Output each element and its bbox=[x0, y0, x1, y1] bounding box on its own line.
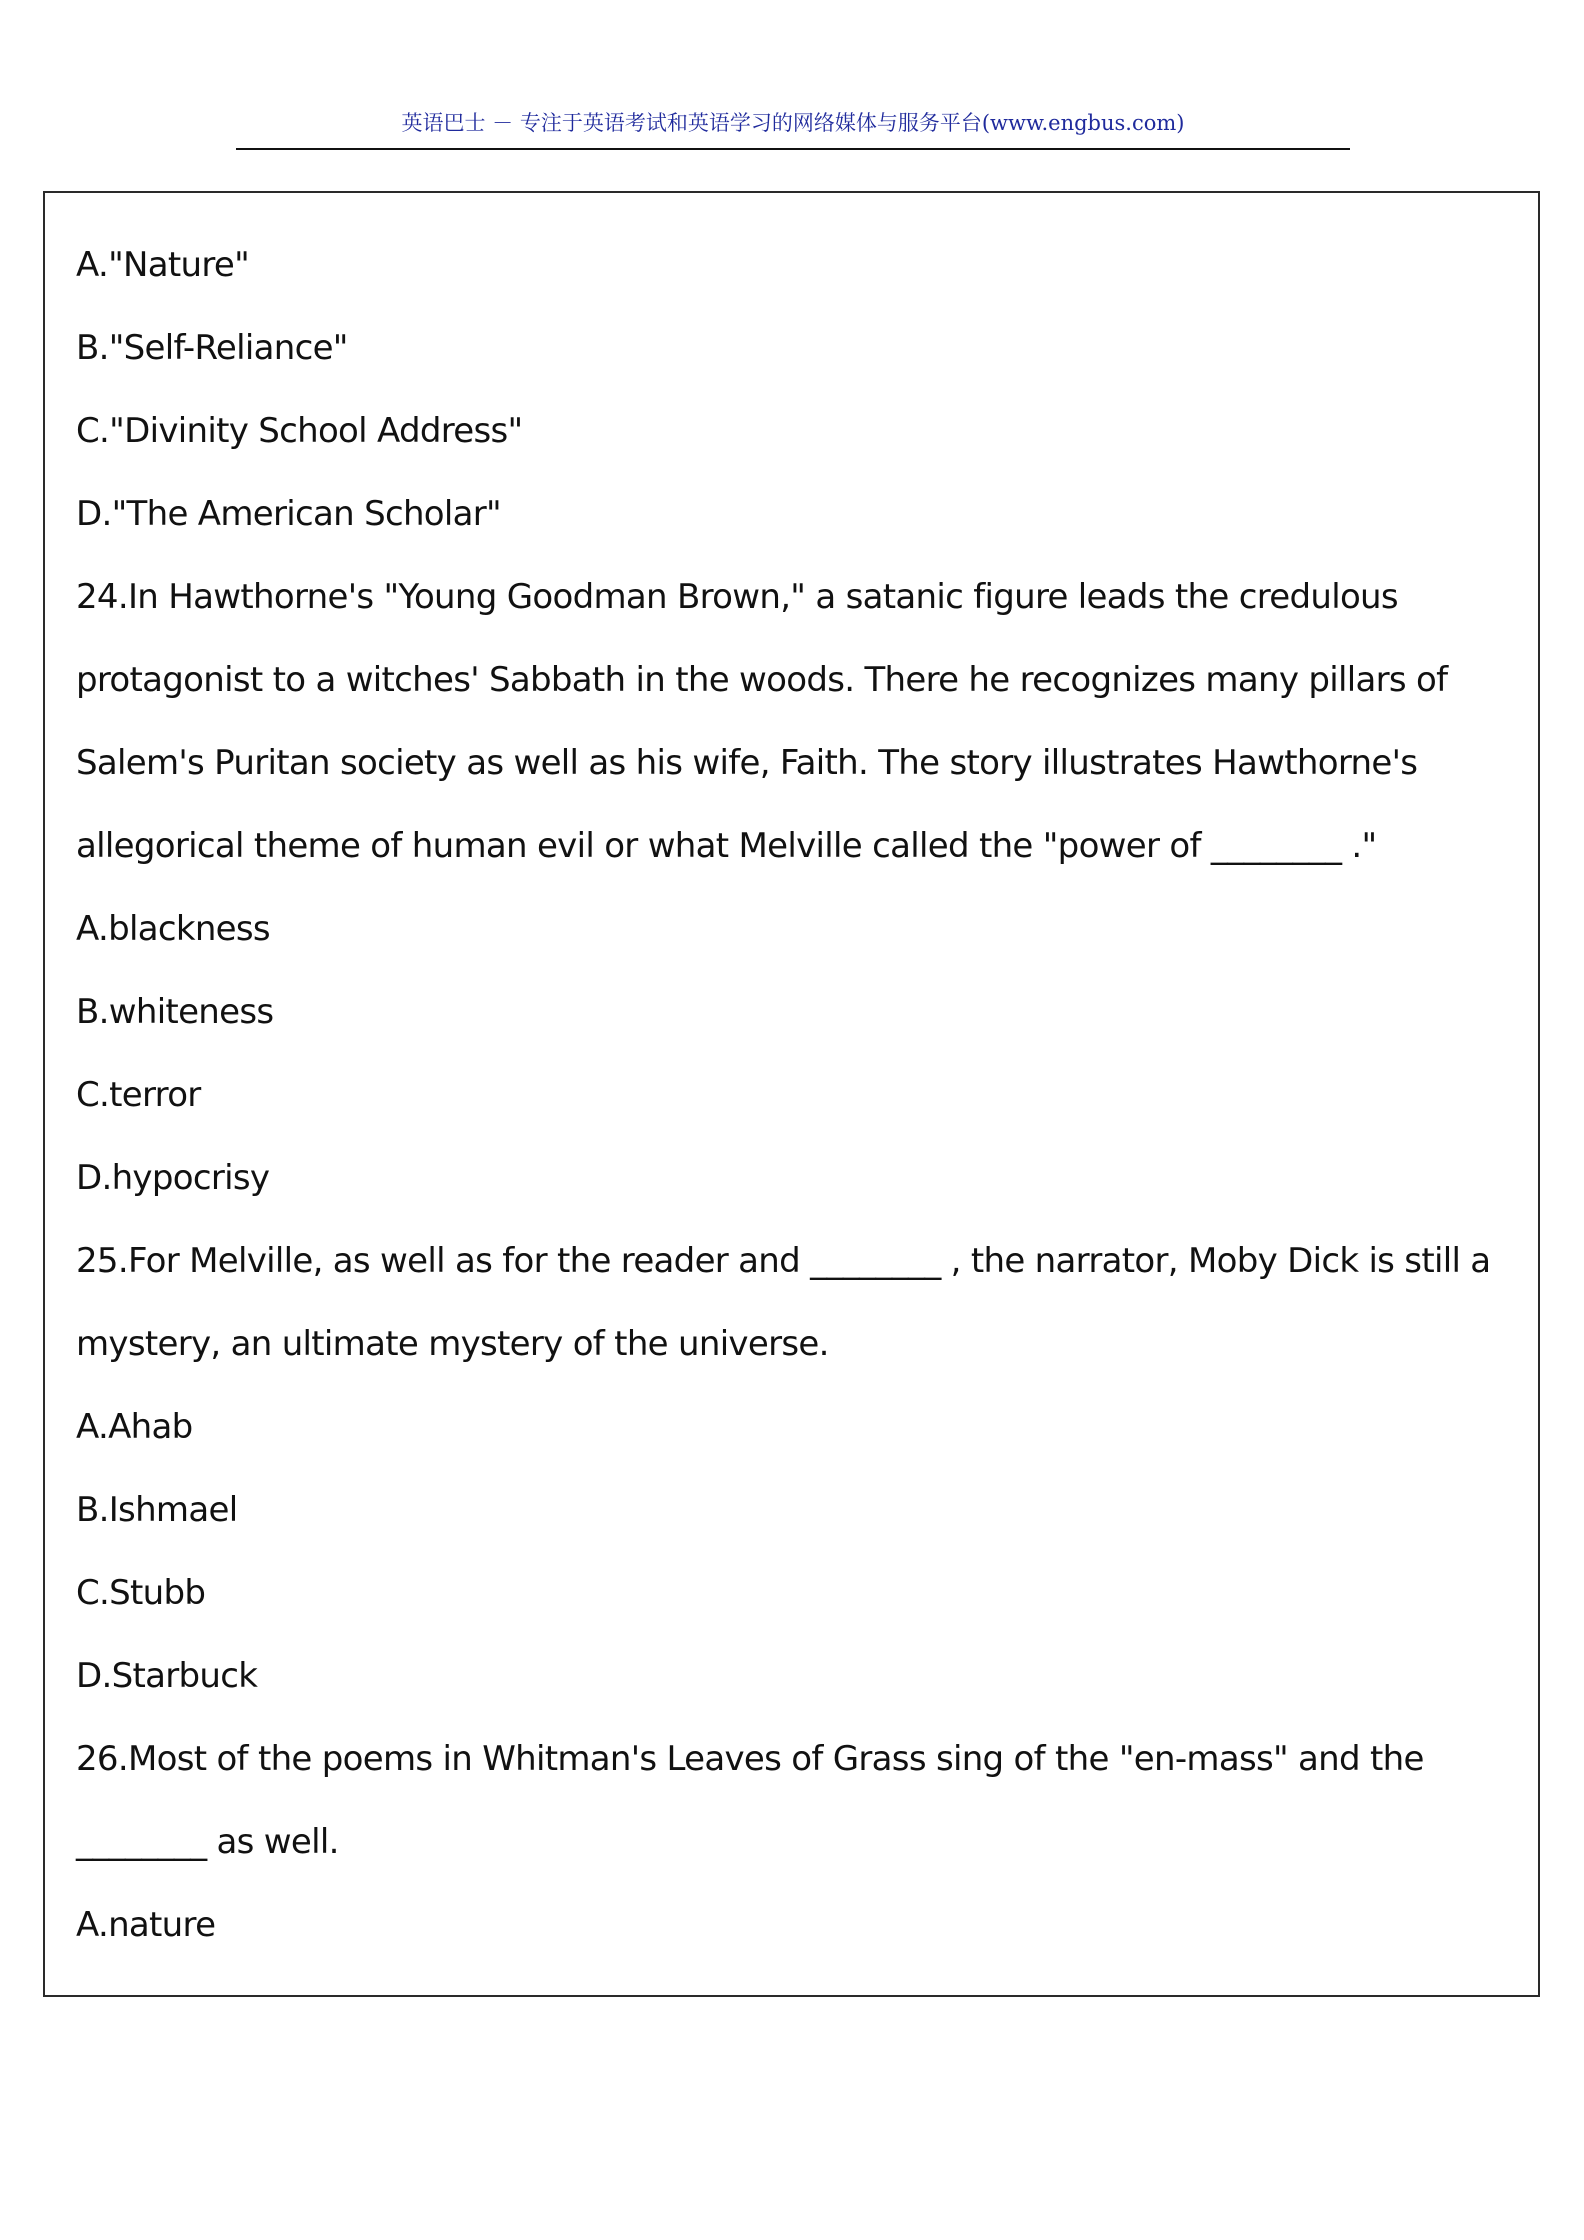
option-b-self-reliance: B."Self-Reliance" bbox=[76, 328, 348, 368]
header-text: 英语巴士 － 专注于英语考试和英语学习的网络媒体与服务平台(www.engbus.com) bbox=[401, 111, 1185, 135]
option-a-nature-essay: A."Nature" bbox=[76, 245, 250, 285]
option-a-blackness: A.blackness bbox=[76, 909, 270, 949]
option-a-nature: A.nature bbox=[76, 1905, 216, 1945]
option-d-hypocrisy: D.hypocrisy bbox=[76, 1158, 270, 1198]
question-24-line-4: allegorical theme of human evil or what Melville called the "power of ________ ." bbox=[76, 826, 1377, 866]
question-text bbox=[76, 245, 1528, 1988]
question-26-line-1: 26.Most of the poems in Whitman's Leaves of Grass sing of the "en-mass" and the bbox=[76, 1739, 1424, 1779]
option-c-terror: C.terror bbox=[76, 1075, 201, 1115]
option-c-stubb: C.Stubb bbox=[76, 1573, 206, 1613]
question-25-line-2: mystery, an ultimate mystery of the universe. bbox=[76, 1324, 829, 1364]
content-box bbox=[43, 191, 1540, 1997]
page-header bbox=[236, 108, 1350, 150]
question-26-line-2: ________ as well. bbox=[76, 1822, 339, 1862]
question-24-line-1: 24.In Hawthorne's "Young Goodman Brown," a satanic figure leads the credulous bbox=[76, 577, 1398, 617]
question-24-line-3: Salem's Puritan society as well as his wife, Faith. The story illustrates Hawthorne's bbox=[76, 743, 1418, 783]
option-b-whiteness: B.whiteness bbox=[76, 992, 274, 1032]
option-d-starbuck: D.Starbuck bbox=[76, 1656, 258, 1696]
option-b-ishmael: B.Ishmael bbox=[76, 1490, 238, 1530]
option-d-american-scholar: D."The American Scholar" bbox=[76, 494, 502, 534]
question-24-line-2: protagonist to a witches' Sabbath in the woods. There he recognizes many pillars of bbox=[76, 660, 1448, 700]
question-25-line-1: 25.For Melville, as well as for the reader and ________ , the narrator, Moby Dick is still a bbox=[76, 1241, 1491, 1281]
option-c-divinity-school: C."Divinity School Address" bbox=[76, 411, 523, 451]
option-a-ahab: A.Ahab bbox=[76, 1407, 193, 1447]
